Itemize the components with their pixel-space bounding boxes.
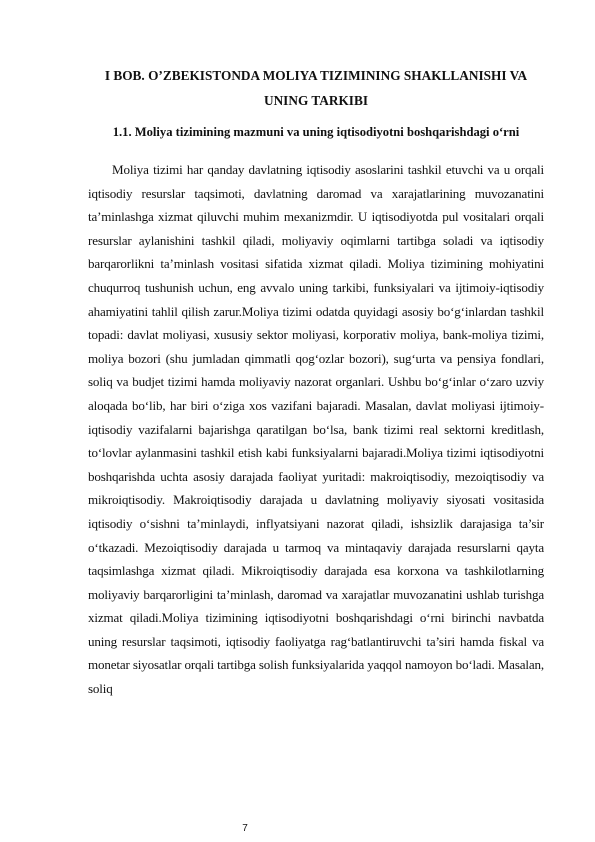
- chapter-title: I BOB. O’ZBEKISTONDA MOLIYA TIZIMINING SHAKLLANISHI VA UNING TARKIBI: [104, 68, 528, 108]
- section-title: 1.1. Moliya tizimining mazmuni va uning iqtisodiyotni boshqarishdagi o‘rni: [112, 125, 520, 139]
- page-number: 7: [242, 823, 248, 834]
- body-paragraph: Moliya tizimi har qanday davlatning iqtisodiy asoslarini tashkil etuvchi va u orqali iqtisodiy resurslar taqsimoti, davlatning daromad va xarajatlarining muvozanatini ta’minlashga xizmat qiluvchi muhim mexanizmdir. U iqtisodiyotda pul vositalari orqali resurslar aylanishini tashkil qiladi, moliyaviy oqimlarni tartibga soladi va iqtisodiy barqarorlikni ta’minlash vositasi sifatida xizmat qiladi. Moliya tizimining mohiyatini chuqurroq tushunish uchun, eng avvalo uning tarkibi, funksiyalari va ijtimoiy-iqtisodiy ahamiyatini tahlil qilish zarur.Moliya tizimi odatda quyidagi asosiy bo‘g‘inlardan tashkil topadi: davlat moliyasi, xususiy sektor moliyasi, korporativ moliya, bank-moliya tizimi, moliya bozori (shu jumladan qimmatli qog‘ozlar bozori), sug‘urta va pensiya fondlari, soliq va budjet tizimi hamda moliyaviy nazorat organlari. Ushbu bo‘g‘inlar o‘zaro uzviy aloqada bo‘lib, har biri o‘ziga xos vazifani bajaradi. Masalan, davlat moliyasi ijtimoiy-iqtisodiy vazifalarni bajarishga qaratilgan bo‘lsa, bank tizimi real sektorni kreditlash, to‘lovlar aylanmasini tashkil etish kabi funksiyalarni bajaradi.Moliya tizimi iqtisodiyotni boshqarishda uchta asosiy darajada faoliyat yuritadi: makroiqtisodiy, mezoiqtisodiy va mikroiqtisodiy. Makroiqtisodiy darajada u davlatning moliyaviy siyosati vositasida iqtisodiy o‘sishni ta’minlaydi, inflyatsiyani nazorat qiladi, ishsizlik darajasiga ta’sir o‘tkazadi. Mezoiqtisodiy darajada u tarmoq va mintaqaviy darajada resurslarni qayta taqsimlashga xizmat qiladi. Mikroiqtisodiy darajada esa korxona va tashkilotlarning moliyaviy barqarorligini ta’minlash, daromad va xarajatlar muvozanatini ushlab turishga xizmat qiladi.Moliya tizimining iqtisodiyotni boshqarishdagi o‘rni birinchi navbatda uning resurslar taqsimoti, iqtisodiy faoliyatga rag‘batlantiruvchi ta’siri hamda fiskal va monetar siyosatlar orqali tartibga solish funksiyalarida yaqqol namoyon bo‘ladi. Masalan, soliq: [88, 162, 544, 697]
